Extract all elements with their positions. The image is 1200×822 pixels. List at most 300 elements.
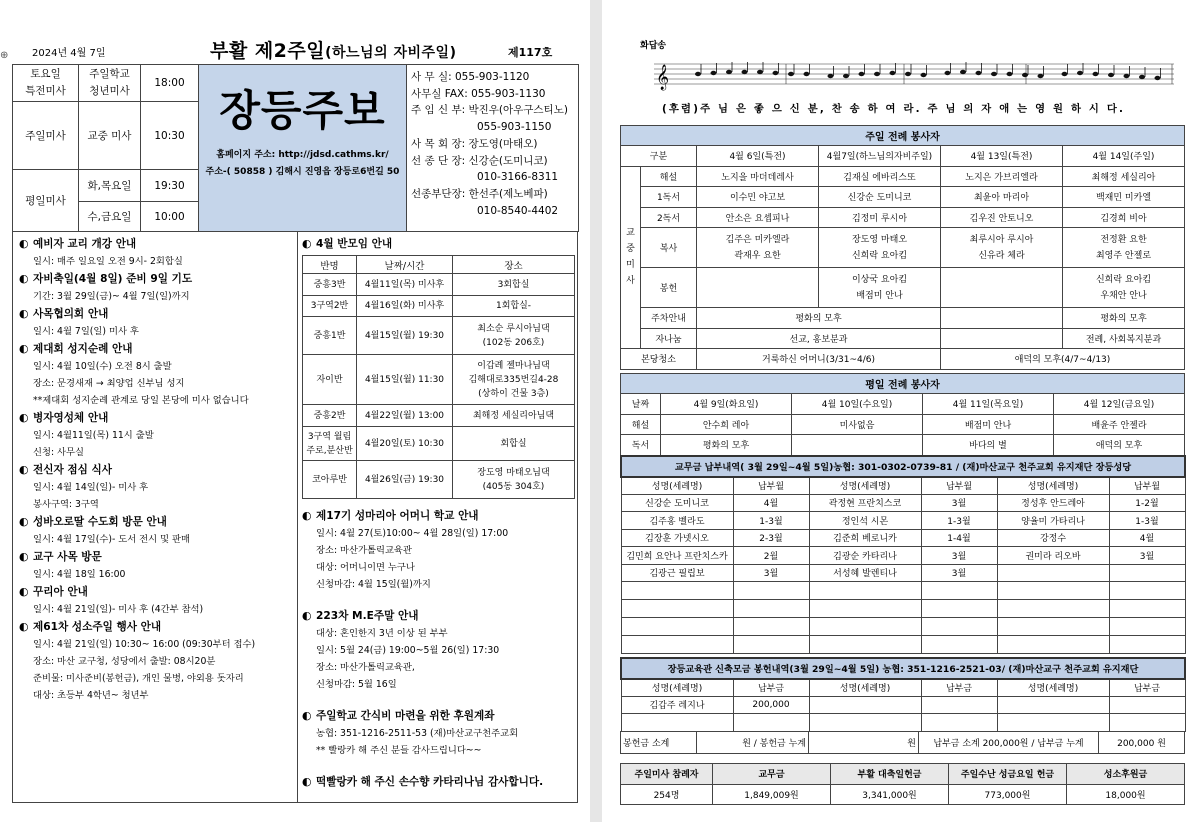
music-note xyxy=(742,70,748,74)
meeting-cell: 최소순 루시아님댁 (102동 206호) xyxy=(453,317,575,355)
empty-cell xyxy=(809,714,921,732)
empty-cell xyxy=(997,636,1109,654)
bullet-icon: ◐ xyxy=(19,620,29,633)
table-cell: 김광순 카타리나 xyxy=(809,547,921,565)
announcement-title-text: 223차 M.E주말 안내 xyxy=(316,610,419,622)
table-cell: 정인석 시몬 xyxy=(809,512,921,530)
table-cell: 김갑주 레지나 xyxy=(621,696,733,714)
announcement-line: 일시: 매주 일요일 오전 9시- 2회합실 xyxy=(33,256,183,267)
sunday-row xyxy=(621,349,1185,370)
announcement-line: **제대회 성지순례 관계로 당일 본당에 미사 없습니다 xyxy=(33,395,249,406)
dues-bank-title: 교무금 납부내역( 3월 29일~4월 5일)농협: 301-0302-0739-81 / (재)마산교구 천주교회 유지재단 장등성당 xyxy=(621,456,1185,477)
building-fund-table xyxy=(620,657,1186,732)
music-note xyxy=(874,72,880,76)
sunday-cell: 김경희 비아 xyxy=(1063,207,1185,228)
col-header: 4월7일(하느님의자비주일) xyxy=(819,146,941,167)
announcement-line: 일시: 4월 10일(수) 오전 8시 출발 xyxy=(33,361,172,372)
announcement-item xyxy=(19,305,291,340)
bullet-icon: ◐ xyxy=(302,709,312,722)
announcement-title-text: 꾸리아 안내 xyxy=(33,586,88,598)
col-header: 4월 9일(화요일) xyxy=(661,394,792,415)
sunday-cell: 노지을 마더데레사 xyxy=(697,166,819,187)
table-cell: 김준희 베로니카 xyxy=(809,529,921,547)
col-header: 성명(세례명) xyxy=(997,477,1109,495)
announcement-title xyxy=(19,513,291,531)
meeting-cell: 3회합실 xyxy=(453,274,575,296)
wk-mass-2-time: 10:00 xyxy=(141,202,199,232)
announcement-line: 일시: 4월 27(토)10:00~ 4월 28일(일) 17:00 xyxy=(316,528,509,539)
table-cell: 2-3월 xyxy=(733,529,809,547)
announcement-line: 봉사구역: 3구역 xyxy=(33,499,99,510)
announcement-line: 대상: 초등부 4학년~ 청년부 xyxy=(33,690,149,701)
announcement-line: 장소: 문경새재 → 최양업 신부님 성지 xyxy=(33,378,185,389)
table-row xyxy=(621,696,1185,714)
col-header: 성명(세례명) xyxy=(621,477,733,495)
table-header-row xyxy=(621,679,1185,697)
meeting-cell: 1회합실- xyxy=(453,296,575,317)
sunday-cell: 선교, 홍보분과 xyxy=(697,328,941,349)
announcement-title xyxy=(19,340,291,358)
table-cell: 1-2월 xyxy=(1109,494,1185,512)
music-note xyxy=(991,72,997,76)
announcement-item xyxy=(302,507,573,593)
announcement-line: 장소: 마산 교구청, 성당에서 출발: 08시20분 xyxy=(33,656,216,667)
empty-row xyxy=(621,600,1185,618)
mass-schedule-table xyxy=(12,64,579,232)
sunday-cell: 김주은 미카엘라 곽재우 요한 xyxy=(697,228,819,268)
weekday-header-row xyxy=(621,394,1185,415)
announcement-line: 일시: 5월 24(금) 19:00~5월 26(일) 17:30 xyxy=(316,645,500,656)
music-note xyxy=(1022,73,1028,77)
sunday-row xyxy=(621,166,1185,187)
announcement-title-text: 자비축일(4월 8일) 준비 9일 기도 xyxy=(33,273,193,285)
announcement-line: 농협: 351-1216-2511-53 (재)마산교구천주교회 xyxy=(316,728,519,739)
music-note xyxy=(788,72,794,76)
sunday-cell: 봉헌 xyxy=(641,268,697,308)
bullet-icon: ◐ xyxy=(19,411,29,424)
bullet-icon: ◐ xyxy=(19,307,29,320)
sun-mass-label: 주일미사 xyxy=(13,102,79,170)
empty-cell xyxy=(921,582,997,600)
brand-box xyxy=(199,65,407,232)
meeting-cell: 4월11일(목) 미사후 xyxy=(357,274,453,296)
svg-text:𝄞: 𝄞 xyxy=(656,65,670,90)
announcement-title xyxy=(19,618,291,636)
empty-cell xyxy=(733,714,809,732)
empty-cell xyxy=(1109,618,1185,636)
announcement-item xyxy=(19,583,291,618)
dues-table xyxy=(620,455,1186,654)
move-icon[interactable]: ⊕ xyxy=(0,50,9,61)
col-header: 납부금 xyxy=(921,679,997,697)
sunday-cell: 이수민 야고보 xyxy=(697,187,819,208)
col-header: 납부월 xyxy=(921,477,997,495)
weekday-cell: 배점미 안나 xyxy=(923,414,1054,435)
meeting-cell: 4월15일(월) 19:30 xyxy=(357,317,453,355)
contact-line: 선종부단장: 한선주(제노베파) xyxy=(411,187,548,200)
contact-line: 주 임 신 부: 박진우(아우구스티노) xyxy=(411,104,568,117)
sunday-cell: 최루시아 루시아 신유라 체라 xyxy=(941,228,1063,268)
weekday-cell xyxy=(792,435,923,456)
music-note xyxy=(890,71,896,75)
building-bank-title: 장등교육관 신축모금 봉헌내역(3월 29일~4월 5일) 농협: 351-1216-2521-03/ (재)마산교구 천주교회 유지재단 xyxy=(621,658,1185,679)
meeting-cell: 3구역2반 xyxy=(303,296,357,317)
music-note xyxy=(1124,74,1130,78)
sunday-cell: 백재민 미카엘 xyxy=(1063,187,1185,208)
empty-cell xyxy=(621,636,733,654)
title-main: 부활 제2주일 xyxy=(210,40,326,62)
announcement-title xyxy=(302,707,573,725)
meeting-row xyxy=(303,405,575,427)
meeting-row xyxy=(303,296,575,317)
bullet-icon: ◐ xyxy=(19,585,29,598)
offering-stats-table xyxy=(620,763,1185,805)
empty-cell xyxy=(997,582,1109,600)
group-label-text: 교중미사 xyxy=(626,228,635,287)
sunday-cell: 자나눔 xyxy=(641,328,697,349)
bullet-icon: ◐ xyxy=(19,237,29,250)
announcement-line: 준비물: 미사준비(봉헌금), 개인 물병, 야외용 돗자리 xyxy=(33,673,244,684)
sat-sub-1: 주일학교 xyxy=(89,68,130,80)
sum-cell: 200,000 원 xyxy=(1099,732,1185,754)
stats-value: 18,000원 xyxy=(1067,784,1185,805)
weekday-cell: 해설 xyxy=(621,414,661,435)
sunday-cell: 2독서 xyxy=(641,207,697,228)
table-cell: 3월 xyxy=(921,564,997,582)
empty-cell xyxy=(997,618,1109,636)
contact-line: 사 무 실: 055-903-1120 xyxy=(411,71,530,83)
meeting-heading xyxy=(302,235,573,253)
bullet-icon: ◐ xyxy=(19,550,29,563)
empty-cell xyxy=(921,714,997,732)
wk-mass-label: 평일미사 xyxy=(13,170,79,232)
sum-cell: 원 / 봉헌금 누계 xyxy=(697,732,809,754)
stats-value: 254명 xyxy=(621,784,713,805)
table-cell xyxy=(1109,696,1185,714)
announcement-line: 일시: 4월11일(목) 11시 출발 xyxy=(33,430,154,441)
meeting-cell: 최해정 세실리아님댁 xyxy=(453,405,575,427)
sunday-cell: 1독서 xyxy=(641,187,697,208)
table-cell: 3월 xyxy=(921,547,997,565)
sunday-cell: 김정미 루시아 xyxy=(819,207,941,228)
announcement-line: 일시: 4월 14일(일)- 미사 후 xyxy=(33,482,149,493)
empty-cell xyxy=(997,714,1109,732)
table-cell xyxy=(1109,564,1185,582)
table-row xyxy=(621,547,1185,565)
music-note xyxy=(804,72,810,76)
announcement-title xyxy=(19,548,291,566)
sunday-cell: 애덕의 모후(4/7~4/13) xyxy=(941,349,1185,370)
announcement-line: 일시: 4월 18일 16:00 xyxy=(33,569,126,580)
meeting-table xyxy=(302,255,575,499)
music-note xyxy=(905,72,911,76)
table-cell xyxy=(997,696,1109,714)
announcement-line: 신청: 사무실 xyxy=(33,447,84,458)
announcement-title xyxy=(19,409,291,427)
sunday-cell: 평화의 모후 xyxy=(1063,308,1185,329)
empty-cell xyxy=(809,618,921,636)
table-cell: 1-3월 xyxy=(921,512,997,530)
bullet-icon: ◐ xyxy=(19,515,29,528)
announcement-title xyxy=(302,507,573,525)
meeting-cell: 중흥2반 xyxy=(303,405,357,427)
announcement-line: 장소: 마산가톨릭교육관, xyxy=(316,662,415,673)
music-note xyxy=(1139,75,1145,79)
empty-cell xyxy=(809,582,921,600)
table-cell: 3월 xyxy=(1109,547,1185,565)
sunday-cell xyxy=(941,328,1063,349)
col-header: 성명(세례명) xyxy=(809,679,921,697)
sunday-cell xyxy=(941,308,1063,329)
empty-row xyxy=(621,582,1185,600)
music-note xyxy=(1077,71,1083,75)
announcement-title-text: 떡빨랑카 해 주신 손수향 카타리나님 감사합니다. xyxy=(316,776,544,788)
announcement-item xyxy=(19,340,291,409)
announcement-title xyxy=(302,773,573,791)
parish-address: 주소-( 50858 ) 김해시 진영읍 장등로6번길 50 xyxy=(205,167,400,177)
meeting-cell: 4월16일(화) 미사후 xyxy=(357,296,453,317)
sunday-cell: 복사 xyxy=(641,228,697,268)
sat-mass-label: 토요일 특전미사 xyxy=(13,65,79,102)
col-header: 날짜 xyxy=(621,394,661,415)
empty-row xyxy=(621,636,1185,654)
table-cell: 1-4월 xyxy=(921,529,997,547)
table-cell: 3월 xyxy=(733,564,809,582)
table-cell: 4월 xyxy=(1109,529,1185,547)
sunday-cell: 신희락 요아킴 우채안 안나 xyxy=(1063,268,1185,308)
sat-mass-time: 18:00 xyxy=(141,65,199,102)
col-header: 성명(세례명) xyxy=(809,477,921,495)
sunday-cell: 안소은 요셉피나 xyxy=(697,207,819,228)
sunday-row xyxy=(621,328,1185,349)
announcement-line: 일시: 4월 21일(일)- 미사 후 (4간부 참석) xyxy=(33,604,204,615)
table-row xyxy=(621,529,1185,547)
sum-cell: 봉헌금 소계 xyxy=(621,732,697,754)
music-note xyxy=(1155,76,1161,80)
bullet-icon: ◐ xyxy=(19,272,29,285)
table-row xyxy=(621,512,1185,530)
weekday-cell: 평화의 모후 xyxy=(661,435,792,456)
table-cell: 2월 xyxy=(733,547,809,565)
brand-name: 장등주보 xyxy=(219,86,386,135)
announcement-line: 대상: 혼인한지 3년 이상 된 부부 xyxy=(316,628,448,639)
bulletin-page-left xyxy=(0,0,590,822)
meeting-cell: 3구역 월림 주로,분산반 xyxy=(303,427,357,461)
music-note xyxy=(1093,72,1099,76)
stats-value: 773,000원 xyxy=(949,784,1067,805)
announcements-left xyxy=(12,231,298,803)
announcement-title xyxy=(19,461,291,479)
sat-mass-sub xyxy=(79,65,141,102)
announcement-item xyxy=(302,773,573,791)
sunday-cell xyxy=(941,268,1063,308)
table-cell: 정성후 안드레아 xyxy=(997,494,1109,512)
meeting-row xyxy=(303,461,575,499)
weekday-servers-title: 평일 전례 봉사자 xyxy=(621,374,1185,394)
announcement-line: 신청마감: 5월 16일 xyxy=(316,679,397,690)
empty-cell xyxy=(1109,582,1185,600)
meeting-cell: 4월15일(월) 11:30 xyxy=(357,355,453,405)
col-header: 4월 12일(금요일) xyxy=(1054,394,1185,415)
empty-cell xyxy=(921,600,997,618)
announcement-title-text: 제61차 성소주일 행사 안내 xyxy=(33,621,162,633)
empty-row xyxy=(621,714,1185,732)
sun-mass-sub: 교중 미사 xyxy=(79,102,141,170)
announcement-title-text: 예비자 교리 개강 안내 xyxy=(33,238,137,250)
sunday-row xyxy=(621,268,1185,308)
announcement-title-text: 제대회 성지순례 안내 xyxy=(33,343,133,355)
sunday-cell: 최해정 세실리아 xyxy=(1063,166,1185,187)
music-note xyxy=(828,74,834,78)
empty-cell xyxy=(733,582,809,600)
announcement-title-text: 전신자 점심 식사 xyxy=(33,464,113,476)
sunday-cell xyxy=(697,268,819,308)
issue-number: 제117호 xyxy=(508,46,553,59)
announcement-title-text: 주일학교 간식비 마련을 위한 후원계좌 xyxy=(316,710,495,722)
contact-line: 010-8540-4402 xyxy=(477,204,559,217)
announcement-item xyxy=(302,607,573,693)
group-label xyxy=(621,166,641,349)
col-header: 구분 xyxy=(621,146,697,167)
sunday-cell: 장도영 마태오 신희락 요아킴 xyxy=(819,228,941,268)
sunday-cell: 전례, 사회복지분과 xyxy=(1063,328,1185,349)
sunday-cell: 이상국 요아킴 배점미 안나 xyxy=(819,268,941,308)
meeting-cell: 코아루반 xyxy=(303,461,357,499)
col-header: 4월 6일(특전) xyxy=(697,146,819,167)
sum-cell: 납부금 소계 200,000원 / 납부금 누계 xyxy=(919,732,1099,754)
bullet-icon: ◐ xyxy=(302,775,312,788)
meeting-cell: 이갑례 젤마나님댁 김해대로335번길4-28 (상하이 건물 3층) xyxy=(453,355,575,405)
announcements-right xyxy=(297,231,578,803)
sun-mass-time: 10:30 xyxy=(141,102,199,170)
announcement-line: 대상: 어머니이면 누구나 xyxy=(316,562,415,573)
meeting-cell: 중흥1반 xyxy=(303,317,357,355)
sunday-cell: 평화의 모후 xyxy=(697,308,941,329)
weekday-cell: 애덕의 모후 xyxy=(1054,435,1185,456)
announcement-item xyxy=(302,707,573,759)
meeting-row xyxy=(303,274,575,296)
sunday-servers-table xyxy=(620,125,1185,370)
table-cell: 4월 xyxy=(733,494,809,512)
psalm-music-staff xyxy=(654,58,1174,92)
announcement-item xyxy=(19,513,291,548)
meeting-col-header: 날짜/시간 xyxy=(357,256,453,274)
announcement-line: 장소: 마산가톨릭교육관 xyxy=(316,545,412,556)
announcement-line: 일시: 4월 7일(일) 미사 후 xyxy=(33,326,139,337)
music-note xyxy=(695,72,701,76)
table-cell xyxy=(997,564,1109,582)
sunday-cell: 최윤아 마리아 xyxy=(941,187,1063,208)
bulletin-page-right xyxy=(602,0,1200,822)
table-cell: 곽정현 프란치스코 xyxy=(809,494,921,512)
table-cell: 김주홍 벨라도 xyxy=(621,512,733,530)
announcement-line: 일시: 4월 17일(수)- 도서 전시 및 판매 xyxy=(33,534,190,545)
homepage-link[interactable]: 홈페이지 주소: http://jdsd.cathms.kr/ xyxy=(216,150,389,160)
sunday-row xyxy=(621,308,1185,329)
sunday-cell: 거룩하신 어머니(3/31~4/6) xyxy=(697,349,941,370)
announcement-item xyxy=(19,235,291,270)
weekday-servers-table xyxy=(620,373,1185,456)
empty-cell xyxy=(921,618,997,636)
sunday-cell: 신강순 도미니코 xyxy=(819,187,941,208)
bullet-icon: ◐ xyxy=(302,237,312,250)
empty-cell xyxy=(997,600,1109,618)
empty-cell xyxy=(1109,600,1185,618)
announcement-title xyxy=(302,607,573,625)
col-header: 4월 14일(주일) xyxy=(1063,146,1185,167)
music-note xyxy=(1108,73,1114,77)
empty-cell xyxy=(621,618,733,636)
meeting-row xyxy=(303,427,575,461)
announcement-title-text: 교구 사목 방문 xyxy=(33,551,102,563)
weekday-cell: 독서 xyxy=(621,435,661,456)
empty-cell xyxy=(1109,714,1185,732)
sunday-cell: 본당청소 xyxy=(621,349,697,370)
table-row xyxy=(621,564,1185,582)
table-cell: 김장훈 가넷시오 xyxy=(621,529,733,547)
empty-cell xyxy=(809,600,921,618)
wk-mass-1: 화,목요일 xyxy=(79,170,141,202)
weekday-cell: 안수희 레아 xyxy=(661,414,792,435)
music-note xyxy=(711,71,717,75)
music-note xyxy=(1062,72,1068,76)
right-items xyxy=(302,507,573,791)
meeting-cell: 4월22일(월) 13:00 xyxy=(357,405,453,427)
psalm-label: 화답송 xyxy=(640,41,667,51)
table-cell: 1-3월 xyxy=(1109,512,1185,530)
table-header-row xyxy=(621,477,1185,495)
wk-mass-1-time: 19:30 xyxy=(141,170,199,202)
contact-line: 선 종 단 장: 신강순(도미니코) xyxy=(411,154,548,167)
col-header: 성명(세례명) xyxy=(997,679,1109,697)
empty-cell xyxy=(621,582,733,600)
empty-cell xyxy=(621,714,733,732)
bullet-icon: ◐ xyxy=(302,509,312,522)
announcement-line: 신청마감: 4월 15일(월)까지 xyxy=(316,579,431,590)
meeting-title: 4월 반모임 안내 xyxy=(316,238,393,250)
meeting-cell: 중흥3반 xyxy=(303,274,357,296)
weekday-row xyxy=(621,435,1185,456)
sunday-cell: 전정환 요한 최영주 안젤로 xyxy=(1063,228,1185,268)
empty-row xyxy=(621,618,1185,636)
col-header: 4월 13일(특전) xyxy=(941,146,1063,167)
stats-header: 주일미사 참례자 xyxy=(621,764,713,785)
announcement-title xyxy=(19,270,291,288)
table-cell: 신강순 도미니코 xyxy=(621,494,733,512)
music-note xyxy=(773,71,779,75)
table-cell xyxy=(809,696,921,714)
col-header: 납부월 xyxy=(733,477,809,495)
title-sub: (하느님의 자비주일) xyxy=(325,45,457,61)
bullet-icon: ◐ xyxy=(19,342,29,355)
music-note xyxy=(843,74,849,78)
music-note xyxy=(945,71,951,75)
sunday-cell: 노지은 가브리엘라 xyxy=(941,166,1063,187)
table-cell: 김민희 요안나 프란치스카 xyxy=(621,547,733,565)
music-note xyxy=(921,73,927,77)
table-cell: 3월 xyxy=(921,494,997,512)
sunday-cell: 김재실 에바리스또 xyxy=(819,166,941,187)
sunday-row xyxy=(621,228,1185,268)
psalm-refrain: (후렴)주 님 은 좋 으 신 분, 찬 송 하 여 라. 주 님 의 자 애 는 영 원 하 시 다. xyxy=(662,103,1126,115)
col-header: 4월 10일(수요일) xyxy=(792,394,923,415)
announcement-title xyxy=(19,305,291,323)
empty-cell xyxy=(809,636,921,654)
announcement-title xyxy=(19,583,291,601)
table-cell: 양율미 가타리나 xyxy=(997,512,1109,530)
announcement-line: 일시: 4월 21일(일) 10:30~ 16:00 (09:30부터 접수) xyxy=(33,639,256,650)
music-note xyxy=(757,70,763,74)
